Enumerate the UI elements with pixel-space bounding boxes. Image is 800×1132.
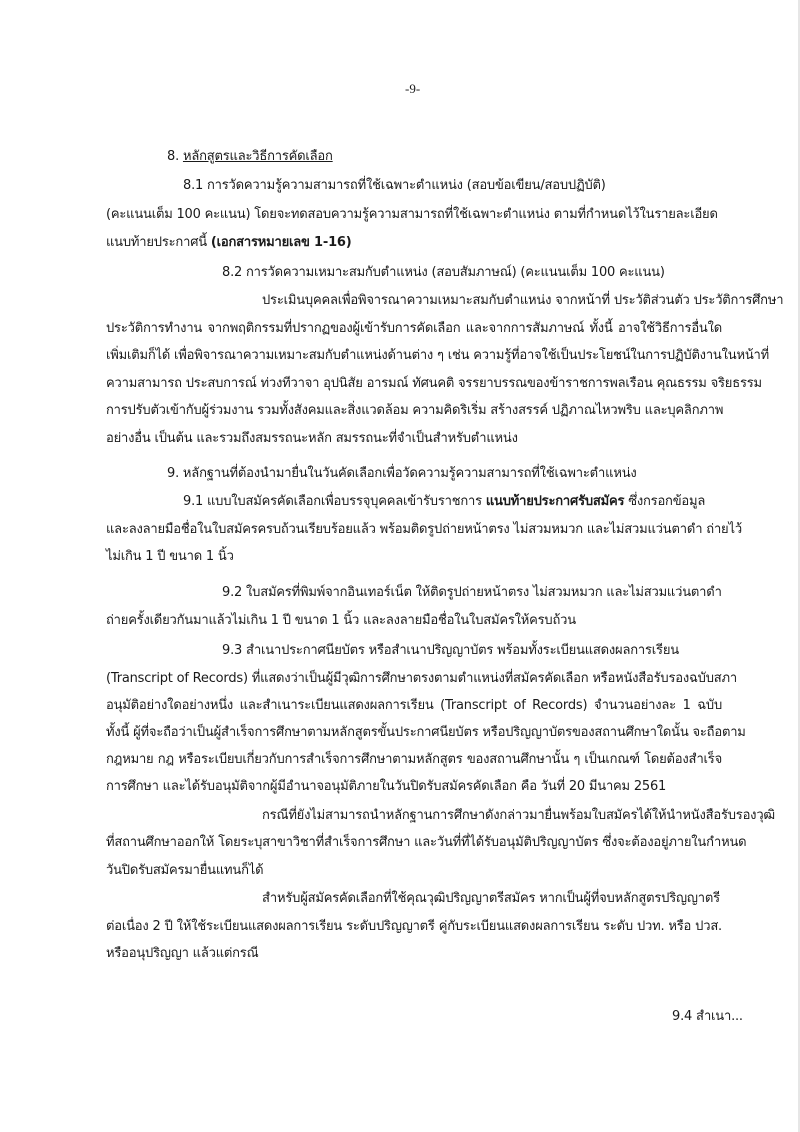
s82-para-line6: อย่างอื่น เป็นต้น และรวมถึงสมรรถนะหลัก สมรรถนะที่จำเป็นสำหรับตำแหน่ง	[106, 431, 518, 446]
s81-line1: 8.1 การวัดความรู้ความสามารถที่ใช้เฉพาะตำแหน่ง (สอบข้อเขียน/สอบปฏิบัติ)	[183, 178, 606, 193]
s82-line1: 8.2 การวัดความเหมาะสมกับตำแหน่ง (สอบสัมภาษณ์) (คะแนนเต็ม 100 คะแนน)	[222, 265, 665, 280]
s81-line2: (คะแนนเต็ม 100 คะแนน) โดยจะทดสอบความรู้ความสามารถที่ใช้เฉพาะตำแหน่ง ตามที่กำหนดไว้ในรายละเอียด	[106, 207, 718, 222]
document-reference: (เอกสารหมายเลข 1-16)	[210, 235, 352, 250]
s82-para-line4: ความสามารถ ประสบการณ์ ท่วงทีวาจา อุปนิสัย อารมณ์ ทัศนคติ จรรยาบรรณของข้าราชการพลเรือน คุณธรรม จริยธรรม	[106, 376, 762, 391]
s91-line1	[183, 493, 705, 511]
s82-para-line2: ประวัติการทำงาน จากพฤติกรรมที่ปรากฏของผู้เข้ารับการคัดเลือก และจากการสัมภาษณ์ ทั้งนี้ อาจใช้วิธีการอื่นใด	[106, 321, 722, 336]
s82-para-line5: การปรับตัวเข้ากับผู้ร่วมงาน รวมทั้งสังคมและสิ่งแวดล้อม ความคิดริเริ่ม สร้างสรรค์ ปฏิภาณไหวพริบ และบุคลิกภาพ	[106, 403, 724, 418]
s93-line3: อนุมัติอย่างใดอย่างหนึ่ง และสำเนาระเบียนแสดงผลการเรียน (Transcript of Records) จำนวนอย่างละ 1 ฉบับ	[106, 698, 722, 713]
s93-bachelor-line2: ต่อเนื่อง 2 ปี ให้ใช้ระเบียนแสดงผลการเรียน ระดับปริญญาตรี คู่กับระเบียนแสดงผลการเรียน ระดับ ปวท. หรือ ปวส.	[106, 919, 722, 934]
s93-line2: (Transcript of Records) ที่แสดงว่าเป็นผู้มีวุฒิการศึกษาตรงตามตำแหน่งที่สมัครคัดเลือก หรือหนังสือรับรองฉบับสภา	[106, 671, 737, 686]
s82-para-line1: ประเมินบุคคลเพื่อพิจารณาความเหมาะสมกับตำแหน่ง จากหน้าที่ ประวัติส่วนตัว ประวัติการศึกษา	[262, 293, 784, 308]
s81-line3-text: แนบท้ายประกาศนี้	[106, 235, 211, 250]
continuation-marker: 9.4 สำเนา...	[672, 1009, 743, 1024]
s91-line1-text: 9.1 แบบใบสมัครคัดเลือกเพื่อบรรจุบุคคลเข้ารับราชการ	[183, 494, 486, 509]
s92-line1: 9.2 ใบสมัครที่พิมพ์จากอินเทอร์เน็ต ให้ติดรูปถ่ายหน้าตรง ไม่สวมหมวก และไม่สวมแว่นตาดำ	[222, 585, 722, 600]
section-9-heading: 9. หลักฐานที่ต้องนำมายื่นในวันคัดเลือกเพื่อวัดความรู้ความสามารถที่ใช้เฉพาะตำแหน่ง	[167, 466, 637, 481]
section-8-heading	[167, 148, 333, 166]
s81-line3	[106, 234, 352, 252]
s93-bachelor-line1: สำหรับผู้สมัครคัดเลือกที่ใช้คุณวุฒิปริญญาตรีสมัคร หากเป็นผู้ที่จบหลักสูตรปริญญาตรี	[262, 891, 720, 906]
s93-case-line2: ที่สถานศึกษาออกให้ โดยระบุสาขาวิชาที่สำเร็จการศึกษา และวันที่ที่ได้รับอนุมัติปริญญาบัตร ซึ่งจะต้องอยู่ภายในกำหนด	[106, 835, 747, 850]
s92-line2: ถ่ายครั้งเดียวกันมาแล้วไม่เกิน 1 ปี ขนาด 1 นิ้ว และลงลายมือชื่อในใบสมัครให้ครบถ้วน	[106, 613, 576, 628]
s93-bachelor-line3: หรืออนุปริญญา แล้วแต่กรณี	[106, 946, 259, 961]
section-8-number: 8.	[167, 149, 180, 164]
s93-line6: การศึกษา และได้รับอนุมัติจากผู้มีอำนาจอนุมัติภายในวันปิดรับสมัครคัดเลือก คือ วันที่ 20 มีนาคม 2561	[106, 779, 667, 794]
s91-line2: และลงลายมือชื่อในใบสมัครครบถ้วนเรียบร้อยแล้ว พร้อมติดรูปถ่ายหน้าตรง ไม่สวมหมวก และไม่สวมแว่นตาดำ ถ่ายไว้	[106, 522, 742, 537]
s91-bold-ref: แนบท้ายประกาศรับสมัคร	[485, 494, 625, 509]
s93-line4: ทั้งนี้ ผู้ที่จะถือว่าเป็นผู้สำเร็จการศึกษาตามหลักสูตรขั้นประกาศนียบัตร หรือปริญญาบัตรของสถานศึกษาใดนั้น จะถือตาม	[106, 725, 746, 740]
s82-para-line3: เพิ่มเติมก็ได้ เพื่อพิจารณาความเหมาะสมกับตำแหน่งด้านต่าง ๆ เช่น ความรู้ที่อาจใช้เป็นประโยชน์ในการปฏิบัติงานในหน้าที่	[106, 348, 769, 363]
section-8-title: หลักสูตรและวิธีการคัดเลือก	[182, 149, 333, 164]
s93-line5: กฎหมาย กฎ หรือระเบียบเกี่ยวกับการสำเร็จการศึกษาตามหลักสูตร ของสถานศึกษานั้น ๆ เป็นเกณฑ์ โดยต้องสำเร็จ	[106, 752, 722, 767]
s91-line1-tail: ซึ่งกรอกข้อมูล	[624, 494, 706, 509]
s93-case-line1: กรณีที่ยังไม่สามารถนำหลักฐานการศึกษาดังกล่าวมายื่นพร้อมใบสมัครได้ให้นำหนังสือรับรองวุฒิ	[262, 808, 775, 823]
s93-line1: 9.3 สำเนาประกาศนียบัตร หรือสำเนาปริญญาบัตร พร้อมทั้งระเบียนแสดงผลการเรียน	[222, 643, 679, 658]
page-number: -9-	[405, 81, 421, 96]
s93-case-line3: วันปิดรับสมัครมายื่นแทนก็ได้	[106, 863, 264, 878]
s91-line3: ไม่เกิน 1 ปี ขนาด 1 นิ้ว	[106, 549, 234, 564]
